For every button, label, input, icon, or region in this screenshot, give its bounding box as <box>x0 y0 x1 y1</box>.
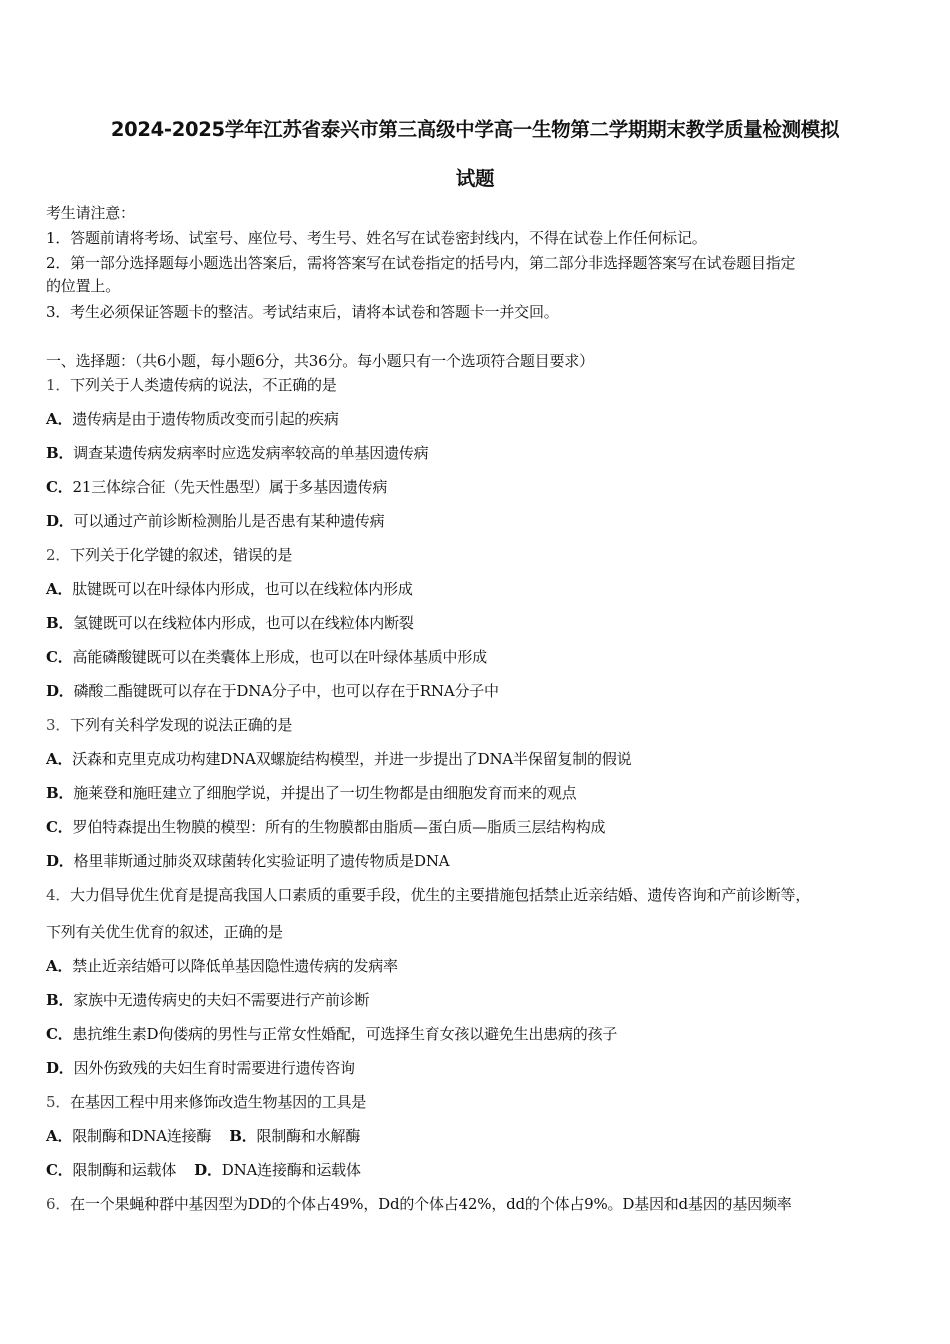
question-number: 4． <box>46 886 71 904</box>
question-2-option-b[interactable] <box>46 613 906 633</box>
question-text: 下列有关科学发现的说法正确的是 <box>70 716 293 734</box>
question-4-stem <box>46 885 906 905</box>
question-4-option-b[interactable] <box>46 990 906 1010</box>
option-letter: D． <box>46 682 74 700</box>
option-text: 可以通过产前诊断检测胎儿是否患有某种遗传病 <box>73 512 385 530</box>
question-2-option-d[interactable] <box>46 681 906 701</box>
option-text: 调查某遗传病发病率时应选发病率较高的单基因遗传病 <box>73 444 429 462</box>
question-6-stem <box>46 1194 906 1214</box>
question-text: 大力倡导优生优育是提高我国人口素质的重要手段，优生的主要措施包括禁止近亲结婚、遗传咨询和产前诊断等， <box>70 886 811 904</box>
notice-item-2: 2．第一部分选择题每小题选出答案后，需将答案写在试卷指定的括号内，第二部分非选择题答案写在试卷题目指定 <box>46 254 796 272</box>
option-text: 患抗维生素D佝偻病的男性与正常女性婚配，可选择生育女孩以避免生出患病的孩子 <box>72 1025 618 1043</box>
option-letter: A． <box>46 1127 73 1145</box>
question-3-option-c[interactable] <box>46 817 906 837</box>
question-5-option-a[interactable] <box>46 1127 211 1145</box>
option-text: 氢键既可以在线粒体内形成，也可以在线粒体内断裂 <box>73 614 414 632</box>
question-5-options-row-2 <box>46 1160 906 1180</box>
option-text: 格里菲斯通过肺炎双球菌转化实验证明了遗传物质是DNA <box>73 852 450 870</box>
option-letter: B． <box>46 614 74 632</box>
question-text: 在一个果蝇种群中基因型为DD的个体占49%，Dd的个体占42%，dd的个体占9%。D基因和d基因的基因频率 <box>70 1195 792 1213</box>
option-text: 限制酶和DNA连接酶 <box>72 1127 212 1145</box>
option-text: 肽键既可以在叶绿体内形成，也可以在线粒体内形成 <box>72 580 413 598</box>
question-1-option-c[interactable] <box>46 477 906 497</box>
option-text: 限制酶和水解酶 <box>256 1127 361 1145</box>
question-text: 在基因工程中用来修饰改造生物基因的工具是 <box>70 1093 367 1111</box>
question-text: 下列关于化学键的叙述，错误的是 <box>70 546 293 564</box>
option-letter: C． <box>46 1025 73 1043</box>
option-letter: D． <box>46 1059 74 1077</box>
question-5-stem <box>46 1092 906 1112</box>
option-letter: A． <box>46 957 73 975</box>
question-3-option-d[interactable] <box>46 851 906 871</box>
option-letter: B． <box>229 1127 257 1145</box>
option-letter: D． <box>46 852 74 870</box>
question-text: 下列关于人类遗传病的说法，不正确的是 <box>70 376 337 394</box>
question-3-option-a[interactable] <box>46 749 906 769</box>
exam-title-line1: 2024-2025学年江苏省泰兴市第三高级中学高一生物第二学期期末教学质量检测模拟 <box>110 118 840 141</box>
question-2-option-a[interactable] <box>46 579 906 599</box>
notice-item-1: 1．答题前请将考场、试室号、座位号、考生号、姓名写在试卷密封线内，不得在试卷上作任何标记。 <box>46 229 707 247</box>
option-letter: D． <box>46 512 74 530</box>
question-number: 3． <box>46 716 71 734</box>
option-text: 禁止近亲结婚可以降低单基因隐性遗传病的发病率 <box>72 957 398 975</box>
option-letter: A． <box>46 410 73 428</box>
option-text: 因外伤致残的夫妇生育时需要进行遗传咨询 <box>73 1059 355 1077</box>
option-text: 罗伯特森提出生物膜的模型：所有的生物膜都由脂质—蛋白质—脂质三层结构构成 <box>72 818 606 836</box>
question-5-options-row-1 <box>46 1126 906 1146</box>
section-heading: 一、选择题：（共6小题，每小题6分，共36分。每小题只有一个选项符合题目要求） <box>46 352 594 370</box>
question-number: 6． <box>46 1195 71 1213</box>
option-letter: C． <box>46 648 73 666</box>
question-3-stem <box>46 715 906 735</box>
question-number: 5． <box>46 1093 71 1111</box>
option-text: 磷酸二酯键既可以存在于DNA分子中，也可以存在于RNA分子中 <box>73 682 499 700</box>
option-text: 限制酶和运载体 <box>72 1161 177 1179</box>
option-letter: C． <box>46 1161 73 1179</box>
option-text: 遗传病是由于遗传物质改变而引起的疾病 <box>72 410 339 428</box>
option-letter: A． <box>46 750 73 768</box>
question-4-option-a[interactable] <box>46 956 906 976</box>
question-3-option-b[interactable] <box>46 783 906 803</box>
option-letter: D． <box>194 1161 222 1179</box>
question-2-stem <box>46 545 906 565</box>
option-letter: A． <box>46 580 73 598</box>
notice-heading: 考生请注意： <box>46 204 135 222</box>
question-5-option-c[interactable] <box>46 1161 176 1179</box>
option-text: 施莱登和施旺建立了细胞学说，并提出了一切生物都是由细胞发育而来的观点 <box>73 784 577 802</box>
option-text: 沃森和克里克成功构建DNA双螺旋结构模型，并进一步提出了DNA半保留复制的假说 <box>72 750 632 768</box>
question-1-stem <box>46 375 906 395</box>
question-4-stem-cont: 下列有关优生优育的叙述，正确的是 <box>46 923 283 941</box>
question-number: 2． <box>46 546 71 564</box>
option-text: DNA连接酶和运载体 <box>221 1161 361 1179</box>
option-text: 21三体综合征（先天性愚型）属于多基因遗传病 <box>72 478 388 496</box>
option-letter: B． <box>46 784 74 802</box>
question-5-option-b[interactable] <box>229 1127 360 1145</box>
option-text: 家族中无遗传病史的夫妇不需要进行产前诊断 <box>73 991 370 1009</box>
option-text: 高能磷酸键既可以在类囊体上形成，也可以在叶绿体基质中形成 <box>72 648 487 666</box>
question-2-option-c[interactable] <box>46 647 906 667</box>
question-number: 1． <box>46 376 71 394</box>
question-4-option-c[interactable] <box>46 1024 906 1044</box>
question-5-option-d[interactable] <box>194 1161 361 1179</box>
question-4-option-d[interactable] <box>46 1058 906 1078</box>
option-letter: C． <box>46 478 73 496</box>
notice-item-3: 3．考生必须保证答题卡的整洁。考试结束后，请将本试卷和答题卡一并交回。 <box>46 303 559 321</box>
question-1-option-d[interactable] <box>46 511 906 531</box>
option-letter: B． <box>46 444 74 462</box>
option-letter: C． <box>46 818 73 836</box>
question-1-option-b[interactable] <box>46 443 906 463</box>
question-1-option-a[interactable] <box>46 409 906 429</box>
notice-item-2-cont: 的位置上。 <box>46 277 121 295</box>
exam-title-line2: 试题 <box>455 167 495 190</box>
option-letter: B． <box>46 991 74 1009</box>
